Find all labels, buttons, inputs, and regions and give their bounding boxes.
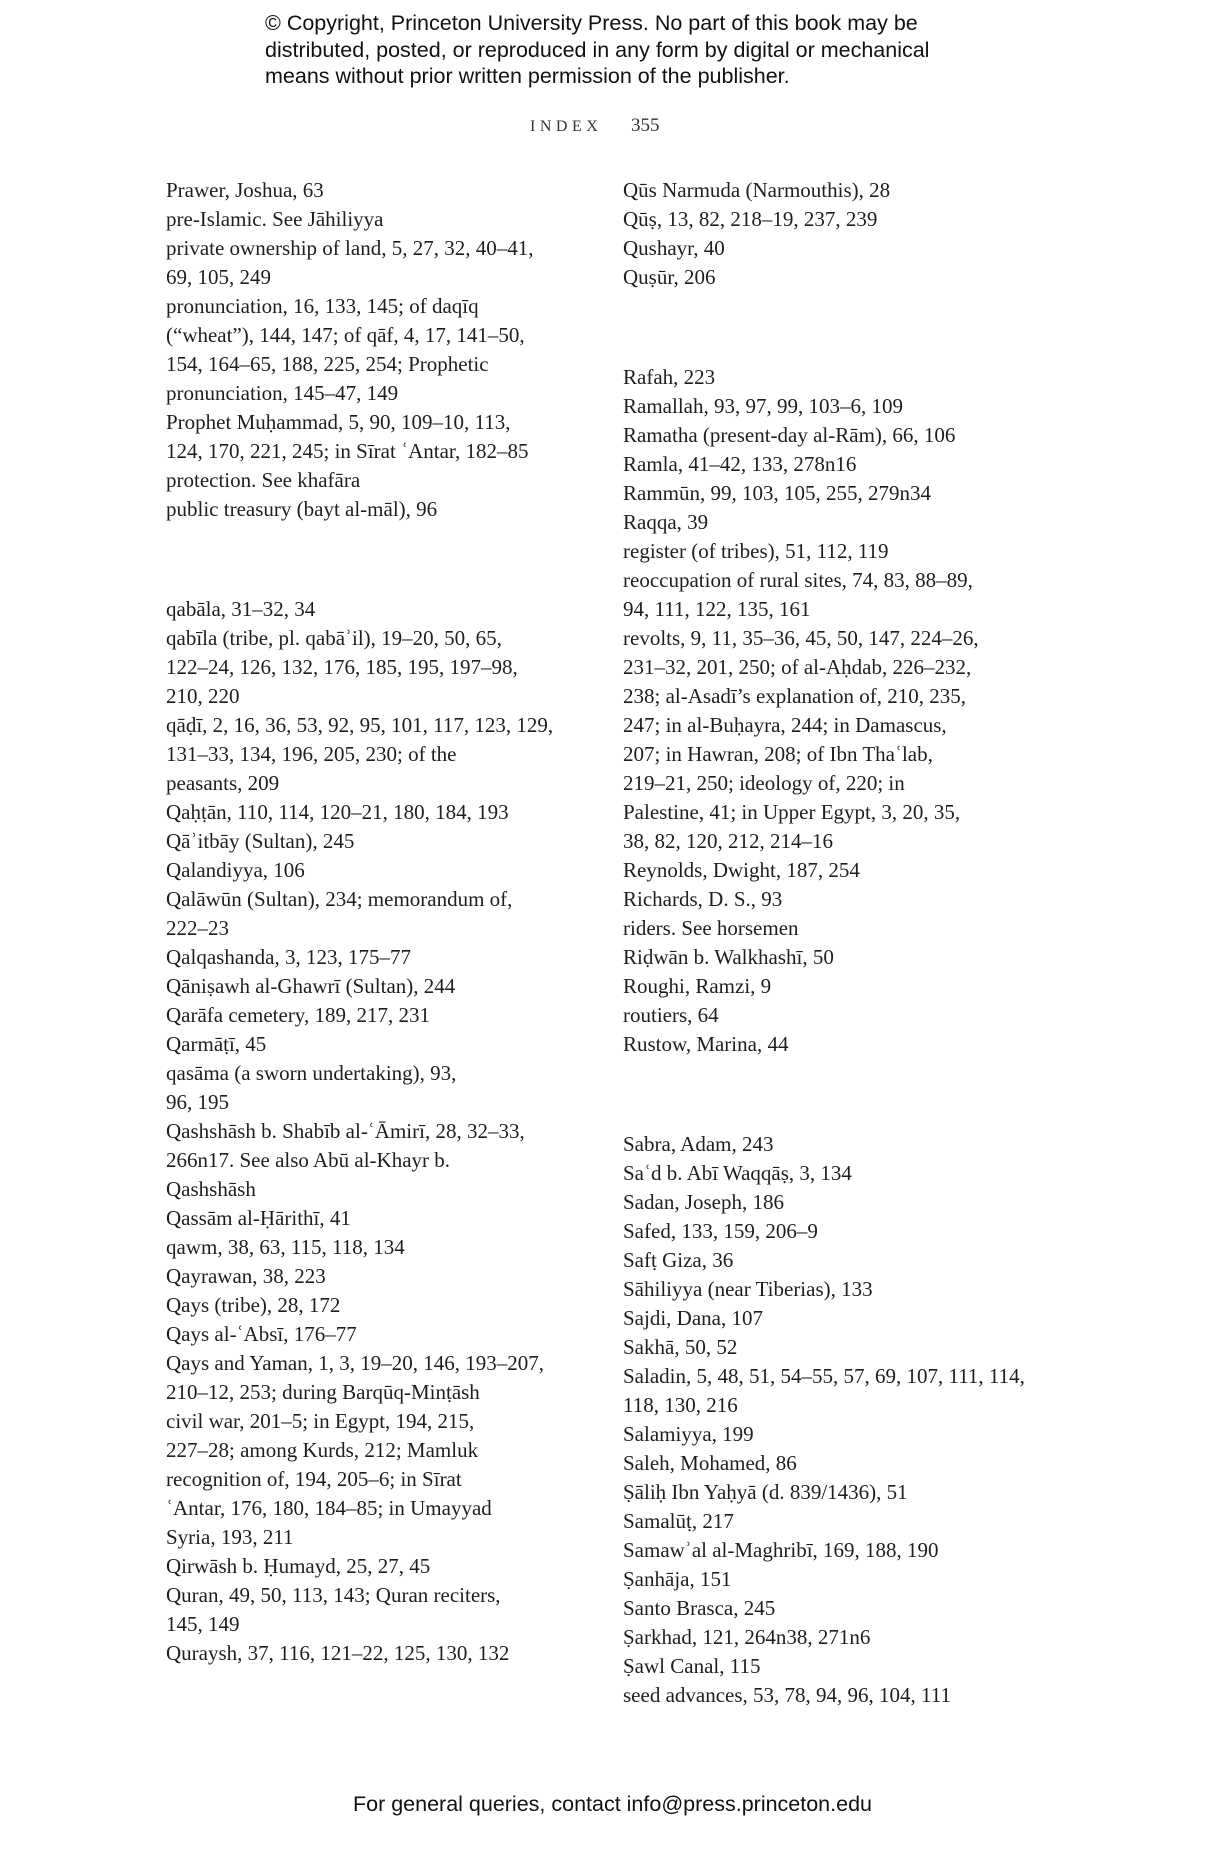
index-line: Sadan, Joseph, 186 — [623, 1190, 784, 1214]
index-line: 222–23 — [166, 916, 229, 940]
index-line: private ownership of land, 5, 27, 32, 40–41, — [166, 236, 534, 260]
index-line: Qushayr, 40 — [623, 236, 725, 260]
index-line: Qashshāsh b. Shabīb al-ʿĀmirī, 28, 32–33, — [166, 1119, 525, 1143]
section-gap — [623, 1080, 1043, 1109]
index-line: 247; in al-Buḥayra, 244; in Damascus, — [623, 713, 947, 737]
index-line: Roughi, Ramzi, 9 — [623, 974, 772, 998]
index-line: register (of tribes), 51, 112, 119 — [623, 539, 889, 563]
index-line: Quraysh, 37, 116, 121–22, 125, 130, 132 — [166, 1641, 510, 1665]
index-line: 154, 164–65, 188, 225, 254; Prophetic — [166, 352, 489, 376]
index-line: 219–21, 250; ideology of, 220; in — [623, 771, 905, 795]
index-line: Palestine, 41; in Upper Egypt, 3, 20, 35, — [623, 800, 961, 824]
index-column-right — [623, 176, 1043, 1710]
index-line: 238; al-Asadī’s explanation of, 210, 235, — [623, 684, 966, 708]
index-line: 207; in Hawran, 208; of Ibn Thaʿlab, — [623, 742, 933, 766]
index-line: 38, 82, 120, 212, 214–16 — [623, 829, 833, 853]
index-line: seed advances, 53, 78, 94, 96, 104, 111 — [623, 1683, 951, 1707]
index-line: Sakhā, 50, 52 — [623, 1335, 738, 1359]
index-line: 266n17. See also Abū al-Khayr b. — [166, 1148, 451, 1172]
index-line: Quran, 49, 50, 113, 143; Quran reciters, — [166, 1583, 501, 1607]
index-line: Ramallah, 93, 97, 99, 103–6, 109 — [623, 394, 903, 418]
index-line: 94, 111, 122, 135, 161 — [623, 597, 811, 621]
index-line: reoccupation of rural sites, 74, 83, 88–89, — [623, 568, 973, 592]
index-line: Ṣarkhad, 121, 264n38, 271n6 — [623, 1625, 871, 1649]
index-line: Qalandiyya, 106 — [166, 858, 305, 882]
index-line: Qāniṣawh al-Ghawrī (Sultan), 244 — [166, 974, 456, 998]
index-line: Sajdi, Dana, 107 — [623, 1306, 763, 1330]
index-line: riders. See horsemen — [623, 916, 799, 940]
index-line: pre-Islamic. See Jāhiliyya — [166, 207, 384, 231]
index-line: Safṭ Giza, 36 — [623, 1248, 734, 1272]
footer-contact: For general queries, contact info@press.princeton.edu — [352, 1792, 872, 1816]
index-line: 118, 130, 216 — [623, 1393, 738, 1417]
copyright-line: means without prior written permission of the publisher. — [265, 64, 790, 88]
index-line: Qashshāsh — [166, 1177, 256, 1201]
index-line: Riḍwān b. Walkhashī, 50 — [623, 945, 834, 969]
index-line: public treasury (bayt al-māl), 96 — [166, 497, 438, 521]
index-line: Qalqashanda, 3, 123, 175–77 — [166, 945, 411, 969]
index-line: Qays al-ʿAbsī, 176–77 — [166, 1322, 357, 1346]
index-column-left — [166, 176, 606, 1668]
index-line: civil war, 201–5; in Egypt, 194, 215, — [166, 1409, 475, 1433]
index-line: 231–32, 201, 250; of al-Aḥdab, 226–232, — [623, 655, 972, 679]
section-gap — [623, 313, 1043, 342]
index-line: Ṣawl Canal, 115 — [623, 1654, 761, 1678]
index-line: Reynolds, Dwight, 187, 254 — [623, 858, 860, 882]
index-line: recognition of, 194, 205–6; in Sīrat — [166, 1467, 462, 1491]
index-line: 131–33, 134, 196, 205, 230; of the — [166, 742, 457, 766]
index-line: 210, 220 — [166, 684, 240, 708]
index-line: (“wheat”), 144, 147; of qāf, 4, 17, 141–50, — [166, 323, 525, 347]
index-line: 210–12, 253; during Barqūq-Minṭāsh — [166, 1380, 480, 1404]
running-head-label: INDEX — [530, 118, 603, 135]
index-line: Syria, 193, 211 — [166, 1525, 294, 1549]
index-line: Quṣūr, 206 — [623, 265, 716, 289]
index-line: Samalūṭ, 217 — [623, 1509, 734, 1533]
index-line: Ramatha (present-day al-Rām), 66, 106 — [623, 423, 956, 447]
index-line: Qaḥṭān, 110, 114, 120–21, 180, 184, 193 — [166, 800, 509, 824]
index-line: revolts, 9, 11, 35–36, 45, 50, 147, 224–26, — [623, 626, 979, 650]
index-line: Ṣāliḥ Ibn Yaḥyā (d. 839/1436), 51 — [623, 1480, 908, 1504]
index-line: Raqqa, 39 — [623, 510, 709, 534]
index-line: Qarāfa cemetery, 189, 217, 231 — [166, 1003, 430, 1027]
index-line: protection. See khafāra — [166, 468, 361, 492]
index-line: 122–24, 126, 132, 176, 185, 195, 197–98, — [166, 655, 518, 679]
index-line: pronunciation, 16, 133, 145; of daqīq — [166, 294, 479, 318]
index-line: Santo Brasca, 245 — [623, 1596, 776, 1620]
index-line: Richards, D. S., 93 — [623, 887, 783, 911]
index-line: Qayrawan, 38, 223 — [166, 1264, 326, 1288]
index-line: 69, 105, 249 — [166, 265, 271, 289]
section-gap — [166, 545, 606, 574]
index-line: Qarmāṭī, 45 — [166, 1032, 267, 1056]
index-line: qāḍī, 2, 16, 36, 53, 92, 95, 101, 117, 123, 129, — [166, 713, 554, 737]
index-line: Samawʾal al-Maghribī, 169, 188, 190 — [623, 1538, 939, 1562]
page-number: 355 — [631, 115, 660, 136]
index-line: routiers, 64 — [623, 1003, 719, 1027]
index-line: Saʿd b. Abī Waqqāṣ, 3, 134 — [623, 1161, 852, 1185]
index-line: Prawer, Joshua, 63 — [166, 178, 324, 202]
index-line: Sāhiliyya (near Tiberias), 133 — [623, 1277, 873, 1301]
index-line: Safed, 133, 159, 206–9 — [623, 1219, 818, 1243]
copyright-line: © Copyright, Princeton University Press. No part of this book may be — [265, 11, 918, 35]
index-line: peasants, 209 — [166, 771, 280, 795]
index-line: Rafah, 223 — [623, 365, 716, 389]
index-line: Qays and Yaman, 1, 3, 19–20, 146, 193–207, — [166, 1351, 544, 1375]
index-line: Qassām al-Ḥārithī, 41 — [166, 1206, 351, 1230]
index-line: 145, 149 — [166, 1612, 240, 1636]
running-head — [530, 115, 660, 137]
index-line: Ramla, 41–42, 133, 278n16 — [623, 452, 857, 476]
index-line: 227–28; among Kurds, 212; Mamluk — [166, 1438, 479, 1462]
index-line: 96, 195 — [166, 1090, 229, 1114]
index-line: Rustow, Marina, 44 — [623, 1032, 789, 1056]
index-line: Salamiyya, 199 — [623, 1422, 754, 1446]
index-line: Saleh, Mohamed, 86 — [623, 1451, 797, 1475]
index-line: Qirwāsh b. Ḥumayd, 25, 27, 45 — [166, 1554, 431, 1578]
index-line: qasāma (a sworn undertaking), 93, — [166, 1061, 457, 1085]
index-line: 124, 170, 221, 245; in Sīrat ʿAntar, 182–85 — [166, 439, 529, 463]
index-line: Qāʾitbāy (Sultan), 245 — [166, 829, 355, 853]
index-line: qabāla, 31–32, 34 — [166, 597, 316, 621]
index-line: pronunciation, 145–47, 149 — [166, 381, 399, 405]
index-line: Qūṣ, 13, 82, 218–19, 237, 239 — [623, 207, 878, 231]
index-line: qawm, 38, 63, 115, 118, 134 — [166, 1235, 405, 1259]
index-line: Ṣanhāja, 151 — [623, 1567, 732, 1591]
index-line: Sabra, Adam, 243 — [623, 1132, 774, 1156]
index-line: qabīla (tribe, pl. qabāʾil), 19–20, 50, 65, — [166, 626, 502, 650]
copyright-notice — [265, 10, 1025, 90]
index-line: ʿAntar, 176, 180, 184–85; in Umayyad — [166, 1496, 492, 1520]
copyright-line: distributed, posted, or reproduced in any form by digital or mechanical — [265, 37, 930, 62]
index-line: Qalāwūn (Sultan), 234; memorandum of, — [166, 887, 513, 911]
index-line: Qays (tribe), 28, 172 — [166, 1293, 341, 1317]
index-line: Rammūn, 99, 103, 105, 255, 279n34 — [623, 481, 931, 505]
index-line: Qūs Narmuda (Narmouthis), 28 — [623, 178, 891, 202]
index-line: Saladin, 5, 48, 51, 54–55, 57, 69, 107, 111, 114, — [623, 1364, 1025, 1388]
index-line: Prophet Muḥammad, 5, 90, 109–10, 113, — [166, 410, 511, 434]
